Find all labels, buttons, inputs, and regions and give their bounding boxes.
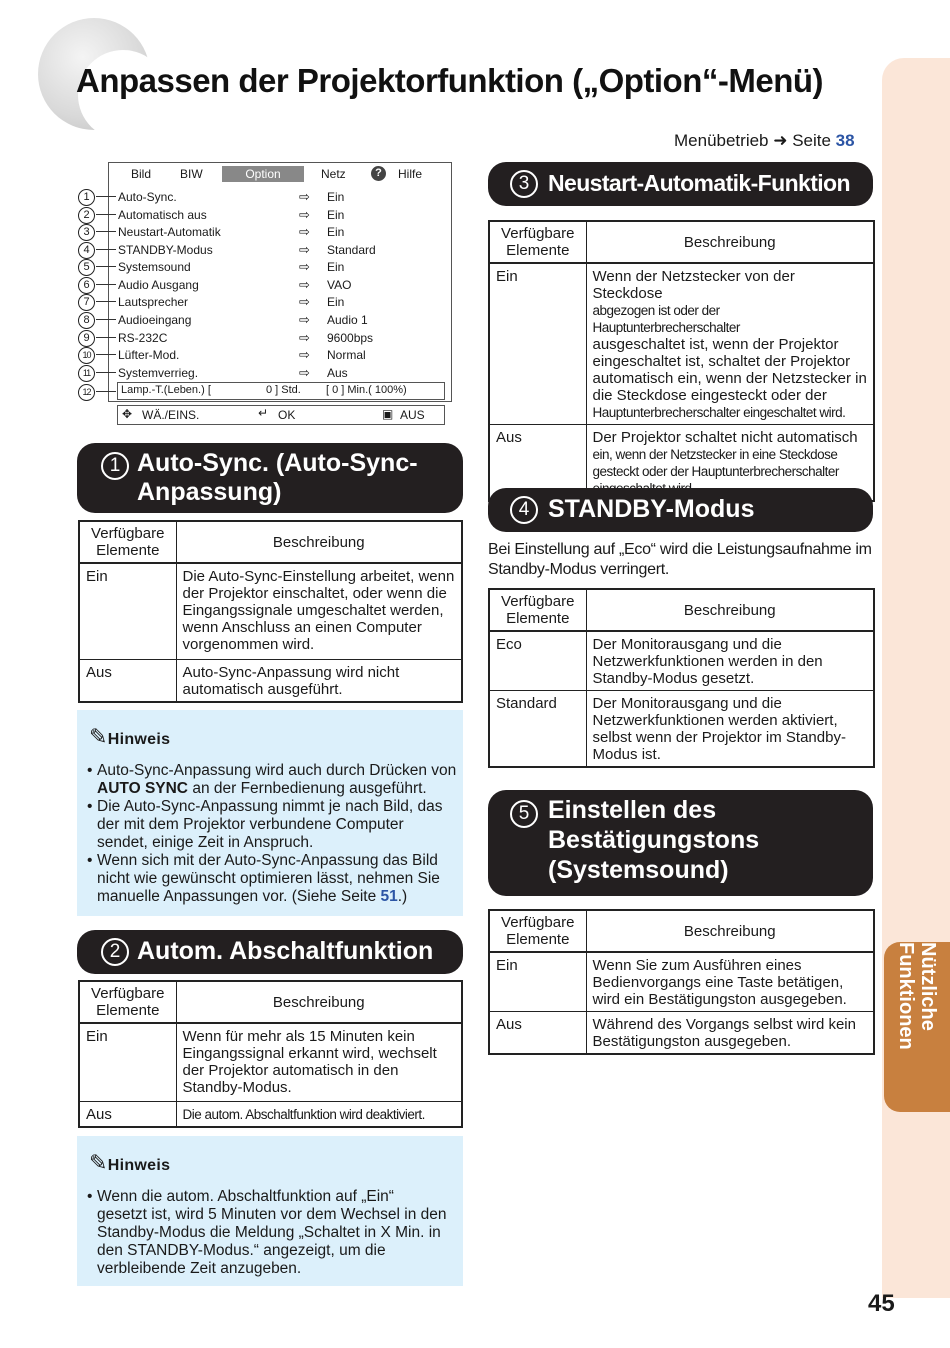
callout-number: 2 [78, 205, 96, 223]
callout-number: 8 [78, 310, 96, 328]
arrow-right-icon: ⇨ [299, 259, 310, 274]
osd-tab-netz: Netz [321, 167, 346, 181]
section-heading-system-sound: 5 Einstellen des Bestätigungstons (Systemsound) [488, 790, 873, 896]
callout-number: 5 [78, 257, 96, 275]
pencil-icon: ✎ [89, 724, 108, 749]
callout-line [96, 284, 116, 285]
callout-line [96, 266, 116, 267]
lamp-time-row: Lamp.-T.(Leben.) [ 0 ] Std. [ 0 ] Min.( 100%) [117, 382, 445, 400]
callout-number: 7 [78, 292, 96, 310]
osd-row: Auto-Sync. ⇨ Ein [118, 189, 345, 204]
callout-number: 10 [78, 345, 96, 363]
list-item: • Auto-Sync-Anpassung wird auch durch Drücken von AUTO SYNC an der Fernbedienung ausgeführt. [87, 762, 457, 798]
side-tab[interactable] [884, 942, 950, 1112]
callout-line [96, 319, 116, 320]
arrow-right-icon: ⇨ [299, 277, 310, 292]
auto-off-table: Verfügbare Elemente Beschreibung Ein Wenn für mehr als 15 Minuten kein Eingangssignal erkannt wird, wechselt der Projektor automatisch in den Standby-Modus. Aus Die autom. Abschaltfunktion wird deaktiviert. [78, 980, 463, 1128]
callout-line [96, 249, 116, 250]
note-box-auto-sync [77, 710, 463, 916]
osd-row: Neustart-Automatik ⇨ Ein [118, 224, 345, 239]
section-heading-auto-off: 2 Autom. Abschaltfunktion [77, 930, 463, 974]
auto-restart-table: Verfügbare Elemente Beschreibung Ein Wenn der Netzstecker von der Steckdose abgezogen ist oder der Hauptunterbrecherschalter ausgeschaltet ist, wenn der Projektor eingeschaltet ist, schaltet der Projektor automatisch ein, wenn der Netzstecker in die Steckdose eingesteckt oder der Hauptunterbrecherschalter eingeschaltet wird. Aus Der Projektor schaltet nicht automatisch ein, wenn der Netzstecker in eine Steckdose gesteckt oder der Hauptunterbrecherschalter [488, 220, 875, 502]
dpad-icon: ✥ [122, 407, 133, 421]
page-title: Anpassen der Projektorfunktion („Option“-Menü) [76, 62, 824, 99]
arrow-right-icon: ⇨ [299, 189, 310, 204]
callout-number: 12 [78, 382, 96, 400]
table-row: Ein Wenn der Netzstecker von der Steckdose abgezogen ist oder der Hauptunterbrecherschalter ausgeschaltet ist, wenn der Projektor eingeschaltet ist, schaltet der Projektor automatisch ein, wenn der Netzstecker in die Steckdose eingesteckt oder der Hauptunterbrecherschalter eingeschaltet wird. [489, 263, 874, 425]
note-box-auto-off [77, 1136, 463, 1286]
arrow-right-icon: ⇨ [299, 365, 310, 380]
return-button-icon: ▣ [382, 407, 394, 421]
osd-row: RS-232C ⇨ 9600bps [118, 330, 374, 345]
callout-line [96, 214, 116, 215]
table-row: Aus Während des Vorgangs selbst wird kein Bestätigungston ausgegeben. [489, 1012, 874, 1055]
arrow-right-icon: ⇨ [299, 294, 310, 309]
section-heading-auto-sync: 1 Auto-Sync. (Auto-Sync-Anpassung) [77, 443, 463, 513]
section-heading-standby: 4 STANDBY-Modus [488, 488, 873, 532]
table-row: Aus Der Projektor schaltet nicht automatisch ein, wenn der Netzstecker in eine Steckdose gesteckt oder der Hauptunterbrecherschalter [489, 425, 874, 502]
side-tab-label: Nützliche Funktionen [895, 942, 939, 1050]
callout-number: 11 [78, 363, 96, 381]
standby-table: Verfügbare Elemente Beschreibung Eco Der Monitorausgang und die Netzwerkfunktionen werden in den Standby-Modus gesetzt. Standard Der Monitorausgang und die Netzwerkfunktionen werden aktiviert, selbst wenn der Projektor im Standby-Modus ist. [488, 588, 875, 768]
table-row: Standard Der Monitorausgang und die Netzwerkfunktionen werden aktiviert, selbst wenn der Projektor im Standby-Modus ist. [489, 691, 874, 768]
table-row: Aus Auto-Sync-Anpassung wird nicht automatisch ausgeführt. [79, 659, 462, 702]
side-band [882, 58, 950, 1298]
callout-line [96, 354, 116, 355]
enter-icon: ↵ [258, 406, 269, 420]
arrow-right-icon: ⇨ [299, 224, 310, 239]
osd-tab-option: Option [222, 166, 304, 182]
callout-line [96, 337, 116, 338]
osd-row: Systemsound ⇨ Ein [118, 259, 345, 274]
osd-menu [108, 162, 452, 422]
osd-row: Automatisch aus ⇨ Ein [118, 207, 345, 222]
callout-number: 4 [78, 240, 96, 258]
system-sound-table: Verfügbare Elemente Beschreibung Ein Wenn Sie zum Ausführen eines Bedienvorgangs eine Taste betätigen, wird ein Bestätigungston ausgegeben. Aus Während des Vorgangs selbst wird kein Bestätigungston ausgegeben. [488, 909, 875, 1055]
note-heading: ✎Hinweis [89, 724, 171, 749]
section-heading-auto-restart: 3 Neustart-Automatik-Funktion [488, 162, 873, 206]
osd-tab-bild: Bild [131, 167, 152, 181]
list-item: • Die Auto-Sync-Anpassung nimmt je nach Bild, das der mit dem Projektor verbundene Computer sendet, einige Zeit in Anspruch. [87, 798, 457, 852]
table-row: Ein Die Auto-Sync-Einstellung arbeitet, wenn der Projektor einschaltet, oder wenn die Eingangssignale umgeschaltet werden, wenn Anschluss an einen Computer vorgenommen wird. [79, 563, 462, 659]
menu-reference-text: Menübetrieb ➜ Seite [674, 131, 836, 150]
callout-line [96, 391, 116, 392]
menu-reference [674, 131, 855, 151]
callout-number: 6 [78, 275, 96, 293]
table-row: Aus Die autom. Abschaltfunktion wird deaktiviert. [79, 1101, 462, 1127]
osd-row: Systemverrieg. ⇨ Aus [118, 365, 348, 380]
osd-tab-hilfe: Hilfe [398, 167, 423, 181]
table-row: Ein Wenn für mehr als 15 Minuten kein Eingangssignal erkannt wird, wechselt der Projektor automatisch in den Standby-Modus. [79, 1023, 462, 1101]
table-row: Ein Wenn Sie zum Ausführen eines Bedienvorgangs eine Taste betätigen, wird ein Bestätigungston ausgegeben. [489, 952, 874, 1012]
osd-row: Audio Ausgang ⇨ VAO [118, 277, 352, 292]
standby-intro: Bei Einstellung auf „Eco“ wird die Leistungsaufnahme im Standby-Modus verringert. [488, 541, 872, 578]
callout-line [96, 231, 116, 232]
callout-number: 9 [78, 328, 96, 346]
arrow-right-icon: ⇨ [299, 207, 310, 222]
page-link[interactable]: 51 [380, 888, 398, 905]
table-row: Eco Der Monitorausgang und die Netzwerkfunktionen werden in den Standby-Modus gesetzt. [489, 631, 874, 691]
osd-row: STANDBY-Modus ⇨ Standard [118, 242, 376, 257]
arrow-right-icon: ⇨ [299, 312, 310, 327]
note-heading: ✎Hinweis [89, 1150, 171, 1175]
osd-help-bar: ✥ WÄ./EINS. ↵ OK ▣ AUS [117, 405, 445, 425]
osd-row: Lüfter-Mod. ⇨ Normal [118, 347, 366, 362]
callout-line [96, 196, 116, 197]
callout-number: 3 [78, 222, 96, 240]
pencil-icon: ✎ [89, 1150, 108, 1175]
list-item: • Wenn die autom. Abschaltfunktion auf „Ein“ gesetzt ist, wird 5 Minuten vor dem Wechsel in den Standby-Modus die Meldung „Schaltet in X Min. in den STANDBY-Modus.“ angezeigt, um die verbleibende Zeit anzugeben. [87, 1188, 447, 1278]
arrow-right-icon: ⇨ [299, 242, 310, 257]
list-item: • Wenn sich mit der Auto-Sync-Anpassung das Bild nicht wie gewünscht optimieren lässt, nehmen Sie manuelle Anpassungen vor. (Siehe Seite 51.) [87, 852, 457, 906]
osd-tab-biw: BIW [180, 167, 203, 181]
help-icon: ? [371, 165, 386, 181]
page-number: 45 [868, 1290, 895, 1317]
callout-line [96, 372, 116, 373]
osd-tabs [109, 163, 451, 185]
osd-row: Lautsprecher ⇨ Ein [118, 294, 345, 309]
osd-row: Audioeingang ⇨ Audio 1 [118, 312, 368, 327]
callout-line [96, 301, 116, 302]
arrow-right-icon: ⇨ [299, 347, 310, 362]
auto-sync-table: Verfügbare Elemente Beschreibung Ein Die Auto-Sync-Einstellung arbeitet, wenn der Projektor einschaltet, oder wenn die Eingangssignale umgeschaltet werden, wenn Anschluss an einen Computer vorgenommen wird. Aus Auto-Sync-Anpassung wird nicht automatisch ausgeführt. [78, 520, 463, 703]
callout-number: 1 [78, 187, 96, 205]
menu-reference-page[interactable]: 38 [835, 131, 855, 150]
arrow-right-icon: ⇨ [299, 330, 310, 345]
